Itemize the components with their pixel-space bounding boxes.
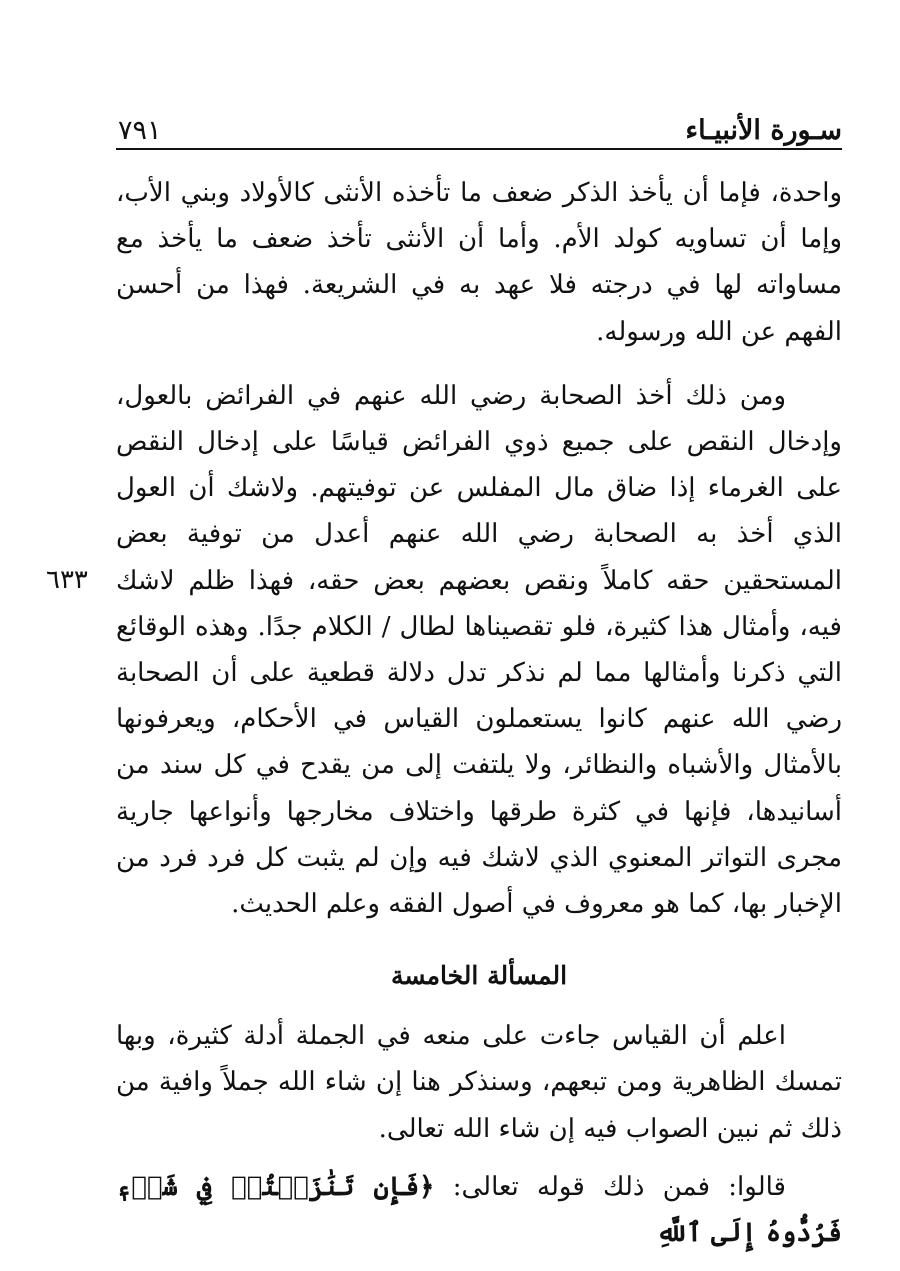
paragraph-1: واحدة، فإما أن يأخذ الذكر ضعف ما تأخذه الأنثى كالأولاد وبني الأب، وإما أن تساويه كولد الأم. وأما أن الأنثى تأخذ ضعف ما يأخذ مع مساواته لها في درجته فلا عهد به في الشريعة. فهذا من أحسن الفهم عن الله ورسوله. [116,178,842,347]
page-header [116,104,842,150]
paragraph-3: اعلم أن القياس جاءت على منعه في الجملة أدلة كثيرة، وبها تمسك الظاهرية ومن تبعهم، وسنذكر هنا إن شاء الله جملاً وافية من ذلك ثم نبين الصواب فيه إن شاء الله تعالى. [116,1021,842,1144]
surah-title: سـورة الأنبيـاء [685,115,842,146]
page-number: ٧٩١ [118,115,162,146]
section-heading: المسألة الخامسة [390,961,568,991]
paragraph-2: ومن ذلك أخذ الصحابة رضي الله عنهم في الفرائض بالعول، وإدخال النقص على جميع ذوي الفرائض قياسًا على إدخال النقص على الغرماء إذا ضاق مال المفلس عن توفيتهم. ولاشك أن العول الذي أخذ به الصحابة رضي الله عنهم أعدل من توفية بعض المستحقين حقه كاملاً ونقص بعضهم بعض حقه، فهذا ظلم لاشك فيه، وأمثال هذا كثيرة، فلو تقصيناها لطال / الكلام جدًا. وهذه الوقائع التي ذكرنا وأمثالها مما لم نذكر تدل دلالة قطعية على أن الصحابة رضي الله عنهم كانوا يستعملون القياس في الأحكام، ويعرفونها بالأمثال والأشباه والنظائر، ولا يلتفت إلى من يقدح في كل سند من أسانيدها، فإنها في كثرة طرقها واختلاف مخارجها وأنواعها جارية مجرى التواتر المعنوي الذي لاشك فيه وإن لم يثبت كل فرد فرد من الإخبار بها، كما هو معروف في أصول الفقه وعلم الحديث. [116,380,842,920]
quran-verse: ﴿فَإِن تَنَٰزَعۡتُمۡ فِي شَيۡءٖ فَرُدُّوهُ إِلَى ٱللَّهِ [116,1171,842,1249]
paragraph-4-intro: قالوا: فمن ذلك قوله تعالى: [434,1171,786,1202]
book-page [116,104,842,1249]
margin-reference-number: ٦٣٣ [46,565,88,595]
paragraph-4 [116,1164,842,1256]
